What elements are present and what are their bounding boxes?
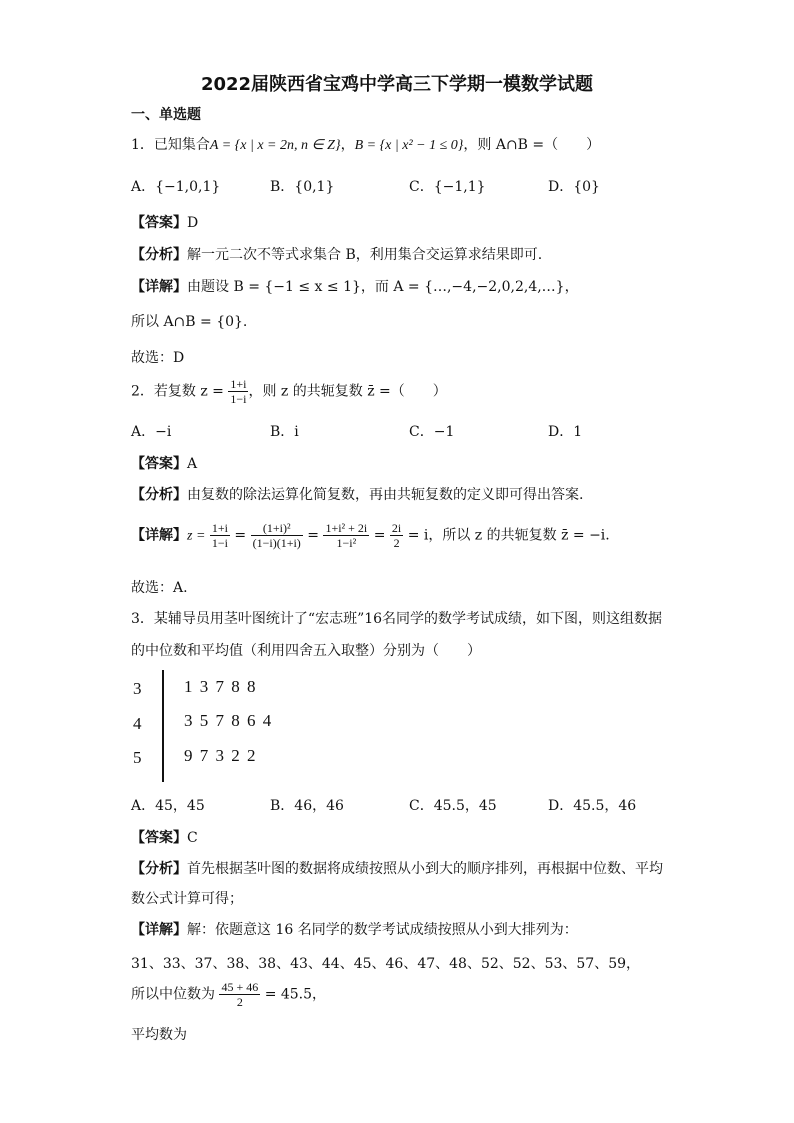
- q2-fraction: [228, 377, 248, 406]
- answer-tag: 【答案】: [131, 456, 187, 472]
- q3-option-d: D．45.5，46: [548, 798, 637, 814]
- q3-analysis-line-1: [131, 858, 663, 878]
- analysis-text: 解一元二次不等式求集合 B，利用集合交运算求结果即可.: [187, 247, 543, 263]
- q2-choose: 故选：A.: [131, 580, 188, 596]
- q2-detail-frac-2: [251, 521, 303, 550]
- q3-detail: [131, 919, 578, 939]
- equals-sign: =: [307, 527, 319, 544]
- analysis-tag: 【分析】: [131, 861, 187, 877]
- frac-den: 2: [393, 536, 400, 550]
- frac-num: 45 + 46: [221, 980, 259, 994]
- stem-value: 5: [133, 748, 142, 767]
- median-prefix: 所以中位数为: [131, 986, 215, 1003]
- q1-conclusion: 所以 A∩B = {0}.: [131, 314, 248, 330]
- q3-median: [131, 980, 326, 1009]
- answer-value: A: [187, 456, 198, 472]
- q2-detail: [131, 521, 610, 550]
- q3-analysis-line-2: 数公式计算可得；: [131, 891, 243, 907]
- q1-detail: [131, 276, 579, 296]
- q1-analysis: [131, 244, 542, 264]
- q1-answer: [131, 212, 198, 232]
- q1-option-a: A．{−1,0,1}: [131, 179, 221, 195]
- q1-set-a: A = {x | x = 2n, n ∈ Z}: [209, 138, 341, 153]
- frac-num: 1+i: [211, 521, 228, 535]
- q2-stem-suffix: ，则 z 的共轭复数 z̄ =（ ）: [248, 383, 447, 400]
- q2-fraction-den: 1−i: [230, 392, 247, 406]
- frac-den: 1−i: [211, 536, 228, 550]
- q1-choose: 故选：D: [131, 350, 185, 366]
- q3-sorted-scores: 31、33、37、38、38、43、44、45、46、47、48、52、52、53、57、59，: [131, 956, 641, 972]
- q2-option-b: B．i: [270, 424, 299, 440]
- stem-divider-line: [162, 670, 164, 782]
- frac-den: 1−i²: [336, 536, 357, 550]
- equals-sign: =: [234, 527, 247, 544]
- frac-den: (1−i)(1+i): [252, 536, 301, 550]
- q1-option-b: B．{0,1}: [270, 179, 335, 195]
- q3-option-c: C．45.5，45: [409, 798, 497, 814]
- q1-comma: ，: [340, 137, 355, 153]
- frac-den: 2: [236, 995, 243, 1009]
- page-title: 2022届陕西省宝鸡中学高三下学期一模数学试题: [200, 74, 594, 95]
- q2-detail-z: z =: [187, 528, 206, 544]
- q2-option-a: A．−i: [131, 424, 172, 440]
- q1-option-d: D．{0}: [548, 179, 600, 195]
- median-suffix: = 45.5，: [264, 986, 327, 1003]
- detail-tag: 【详解】: [131, 922, 187, 938]
- answer-tag: 【答案】: [131, 215, 187, 231]
- median-fraction: [219, 980, 260, 1009]
- q2-detail-tail: = i，所以 z 的共轭复数 z̄ = −i.: [407, 527, 610, 544]
- analysis-tag: 【分析】: [131, 247, 187, 263]
- analysis-text: 由复数的除法运算化简复数，再由共轭复数的定义即可得出答案.: [187, 487, 584, 503]
- q3-option-a: A．45，45: [131, 798, 205, 814]
- q3-option-b: B．46，46: [270, 798, 344, 814]
- q3-answer: [131, 827, 198, 847]
- stem-value: 4: [133, 714, 142, 733]
- answer-value: C: [187, 830, 198, 846]
- q1-option-c: C．{−1,1}: [409, 179, 486, 195]
- analysis-tag: 【分析】: [131, 487, 187, 503]
- q2-option-c: C．−1: [409, 424, 455, 440]
- equals-sign: =: [373, 527, 386, 544]
- leaf-values: 1 3 7 8 8: [184, 677, 256, 696]
- q2-analysis: [131, 484, 583, 504]
- q3-stem-line-1: 3．某辅导员用茎叶图统计了“宏志班”16名同学的数学考试成绩，如下图，则这组数据: [131, 611, 663, 627]
- section-heading: 一、单选题: [131, 107, 201, 123]
- detail-text: 由题设 B = {−1 ≤ x ≤ 1}，而 A = {…,−4,−2,0,2,4,…}，: [187, 279, 579, 295]
- answer-value: D: [187, 215, 199, 231]
- detail-tag: 【详解】: [131, 527, 187, 544]
- q2-option-d: D．1: [548, 424, 583, 440]
- analysis-text: 首先根据茎叶图的数据将成绩按照从小到大的顺序排列，再根据中位数、平均: [187, 861, 663, 877]
- frac-num: (1+i)²: [251, 521, 303, 536]
- detail-text: 解：依题意这 16 名同学的数学考试成绩按照从小到大排列为：: [187, 922, 578, 938]
- q2-stem-prefix: 2．若复数 z =: [131, 383, 224, 400]
- question-2-stem: [131, 377, 447, 406]
- q1-set-b: B = {x | x² − 1 ≤ 0}: [354, 138, 464, 153]
- answer-tag: 【答案】: [131, 830, 187, 846]
- stem-value: 3: [133, 679, 142, 698]
- leaf-values: 9 7 3 2 2: [184, 746, 256, 765]
- question-1-stem: [131, 134, 600, 154]
- q2-detail-frac-3: [323, 521, 369, 550]
- q1-stem-prefix: 1．已知集合: [131, 137, 210, 153]
- q2-detail-frac-1: [210, 521, 230, 550]
- q3-stem-line-2: 的中位数和平均值（利用四舍五入取整）分别为（ ）: [131, 643, 481, 659]
- q2-detail-frac-4: [390, 521, 403, 550]
- q1-stem-suffix: ，则 A∩B =（ ）: [463, 137, 601, 153]
- frac-num: 1+i² + 2i: [325, 521, 368, 535]
- detail-tag: 【详解】: [131, 279, 187, 295]
- q3-mean-prefix: 平均数为: [131, 1027, 187, 1043]
- q2-answer: [131, 453, 197, 473]
- leaf-values: 3 5 7 8 6 4: [184, 711, 272, 730]
- q2-fraction-num: 1+i: [230, 377, 247, 391]
- frac-num: 2i: [391, 521, 402, 535]
